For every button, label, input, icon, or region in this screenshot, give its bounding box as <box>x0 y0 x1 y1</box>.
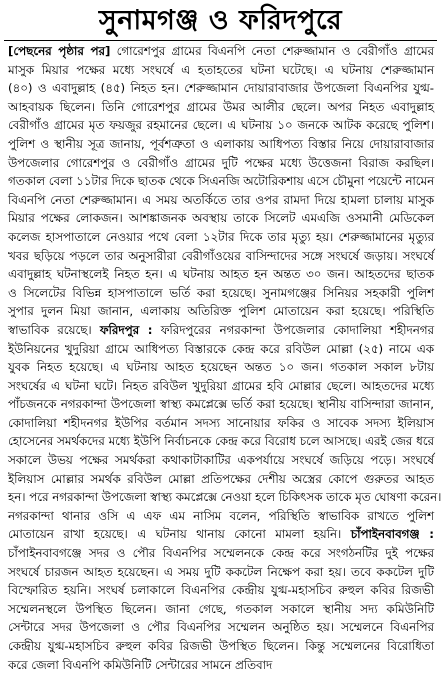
article-line <box>8 395 434 414</box>
article-line <box>8 284 434 303</box>
article-line <box>8 135 434 154</box>
article-line <box>8 116 434 135</box>
text-segment: ইউনিয়নের খুদুরিয়া গ্রামে আধিপত্য বিস্তারকে কেন্দ্র করে রবিউল মোল্লা (২৫) নামে এক <box>8 341 434 356</box>
text-segment: নগরকান্দা থানার ওসি এ এফ এম নাসিম বলেন, পরিস্থিতি স্বাভাবিক রাখতে পুলিশ <box>8 508 434 523</box>
text-segment: কোদালিয়া শহীদনগর ইউপির বর্তমান সদস্য সানোয়ার ফকির ও সাবেক সদস্য ইলিয়াস <box>8 415 434 430</box>
article-line <box>8 563 434 582</box>
article-line <box>8 432 434 451</box>
text-segment: চাঁপাইনবাবগঞ্জে সদর ও পৌর বিএনপির সম্মেলনকে কেন্দ্র করে সংগঠনটির দুই পক্ষের <box>8 546 434 561</box>
article-line <box>8 358 434 377</box>
text-segment: কলেজ হাসপাতালে নেওয়ার পথে বেলা ১২টার দিকে তার মৃত্যু হয়। শেরুজ্জামানের মৃত্যুর <box>8 229 434 244</box>
text-segment: পাঁচজনকে নগরকান্দা উপজেলা স্বাস্থ্য কমপ্লেক্সে ভর্তি করা হয়েছে। স্থানীয় বাসিন্দারা জানান, <box>8 397 434 412</box>
article-line <box>8 321 434 340</box>
article-line <box>8 600 434 619</box>
text-segment: বেরীগাঁও গ্রামের মৃত ফয়জুর রহমানের ছেলে। এ ঘটনায় ১০ জনকে আটক করেছে পুলিশ। <box>8 118 434 133</box>
text-segment: আহবায়ক ছিলেন। তিনি গোরেশপুর গ্রামের উমর আলীর ছেলে। অপর নিহত এবাদুল্লাহ <box>8 99 434 114</box>
article-line <box>8 525 434 544</box>
article-line <box>8 637 434 656</box>
article-line <box>8 544 434 563</box>
article-line <box>8 209 434 228</box>
article-line <box>8 172 434 191</box>
text-segment: গতকাল বেলা ১১টার দিকে ছাতক থেকে সিএনজি অটোরিকশায় এসে চৌমুনা পয়েন্টে নামেন <box>8 174 435 189</box>
text-segment: উপজেলার গোরেশপুর ও বেরীগাঁও গ্রামের দুটি পক্ষের মধ্যে উত্তেজনা বিরাজ করছিল। <box>8 155 434 170</box>
text-segment: ও সিলেটের বিভিন্ন হাসপাতালে ভর্তি করা হয়েছে। সুনামগঞ্জের সিনিয়র সহকারী পুলিশ <box>8 285 434 300</box>
article-line <box>8 265 434 284</box>
text-segment: সেন্টারে সদর উপজেলা ও পৌর বিএনপির সম্মেলন অনুষ্ঠিত হয়। সম্মেলনে বিএনপির <box>8 620 434 635</box>
article-line <box>8 656 434 674</box>
headline-divider <box>4 40 437 41</box>
text-segment: বিস্ফোরিত হয়নি। সংঘর্ষ চলাকালে বিএনপির কেন্দ্রীয় যুগ্ম-মহাসচিব রুহুল কবির রিজভী <box>8 583 434 598</box>
text-segment: সকালে উভয় পক্ষের সমর্থকরা কথাকাটাকাটির একপর্যায়ে সংঘর্ষে জড়িয়ে পড়ে। সংঘর্ষে <box>8 453 434 468</box>
article-body <box>8 42 441 672</box>
text-segment: গোরেশপুর গ্রামের বিএনপি নেতা শেরুজ্জামান ও বেরীগাঁও গ্রামের <box>110 44 434 58</box>
article-line <box>8 154 434 173</box>
text-segment: কেন্দ্রীয় যুগ্ম-মহাসচিব রুহুল কবির রিজভী উপস্থিত ছিলেন। কিন্তু সম্মেলনের বিরোধিতা <box>8 639 434 653</box>
article-line <box>8 98 434 117</box>
article-line <box>8 507 434 526</box>
bold-segment: [পেছনের পৃষ্ঠার পর] <box>8 44 111 58</box>
article-line <box>8 581 434 600</box>
article-line <box>8 228 434 247</box>
article-line <box>8 414 434 433</box>
text-segment: ফরিদপুরের নগরকান্দা উপজেলার কোদালিয়া শহীদনগর <box>152 322 434 337</box>
article-line <box>8 340 434 359</box>
text-segment: মিয়ার পক্ষের লোকজন। আশঙ্কাজনক অবস্থায় তাকে সিলেট এমএজি ওসমানী মেডিকেল <box>8 211 434 226</box>
text-segment: স্বাভাবিক রয়েছে। <box>8 322 100 337</box>
text-segment: মোতায়েন রাখা হয়েছে। এ ঘটনায় থানায় কোনো মামলা হয়নি। <box>8 527 351 542</box>
article-line <box>8 451 434 470</box>
text-segment: যুবক নিহত হয়েছে। এ ঘটনায় আহত হয়েছেন অন্তত ১০ জন। গতকাল সকাল ৮টায় <box>8 360 434 375</box>
text-segment: সংঘর্ষে চারজন আহত হয়েছেন। এ সময় দুটি ককটেল নিক্ষেপ করা হয়। তবে ককটেল দুটি <box>8 564 434 579</box>
article-line <box>8 61 434 80</box>
text-segment: সুপার দুলন মিয়া জানান, এলাকায় অতিরিক্ত পুলিশ মোতায়েন করা হয়েছে। পরিস্থিতি <box>8 304 434 319</box>
article-line <box>8 191 434 210</box>
text-segment: মাসুক মিয়ার পক্ষের মধ্যে সংঘর্ষে এ হতাহতের ঘটনা ঘটেছে। এ ঘটনায় শেরুজ্জামান <box>8 62 434 77</box>
article-line <box>8 302 434 321</box>
bold-segment: চাঁপাইনবাবগঞ্জ : <box>350 527 434 542</box>
text-segment: এবাদুল্লাহ ঘটনাস্থলেই নিহত হন। এ ঘটনায় আহত হন অন্তত ৩০ জন। আহতদের ছাতক <box>8 267 434 282</box>
text-segment: পুলিশ ও স্থানীয় সূত্র জানায়, পূর্বশত্রুতা ও এলাকায় আধিপত্য বিস্তার নিয়ে দোয়ারাবাজার <box>8 136 434 151</box>
text-segment: সম্মেলনস্থলে উপস্থিত ছিলেন। জানা গেছে, গতকাল সকালে স্থানীয় সদ্য কমিউনিটি <box>8 601 434 616</box>
article-line <box>8 79 434 98</box>
bold-segment: ফরিদপুর : <box>99 322 153 337</box>
article-line <box>8 377 434 396</box>
text-segment: হন। পরে নগরকান্দা উপজেলা স্বাস্থ্য কমপ্লেক্সে নেওয়া হলে চিকিৎসক তাকে মৃত ঘোষণা করেন। <box>8 490 441 505</box>
article-line <box>8 470 434 489</box>
article-line <box>8 618 434 637</box>
text-segment: হোসেনের সমর্থকদের মধ্যে ইউপি নির্বাচনকে কেন্দ্র করে বিরোধ চলে আসছে। এরই জের ধরে <box>8 434 434 449</box>
article-line <box>8 247 434 266</box>
text-segment: করে জেলা বিএনপি কমিউনিটি সেন্টারের সামনে প্রতিবাদ <box>8 657 273 672</box>
text-segment: বিএনপি নেতা শেরুজ্জামান। এ সময় অতর্কিতে তার ওপর রামদা দিয়ে হামলা চালায় মাসুক <box>8 192 434 207</box>
article-headline: সুনামগঞ্জ ও ফরিদপুরে <box>98 5 343 36</box>
text-segment: সংঘর্ষের এ ঘটনা ঘটে। নিহত রবিউল খুদুরিয়া গ্রামের হবি মোল্লার ছেলে। আহতদের মধ্যে <box>8 378 434 393</box>
text-segment: খবর ছড়িয়ে পড়লে তার অনুসারীরা বেরীগাঁওয়ের বাসিন্দাদের সঙ্গে সংঘর্ষে জড়ায়। সংঘর্ষে <box>8 248 434 263</box>
article-line <box>8 488 441 507</box>
text-segment: (৪০) ও এবাদুল্লাহ (৪৫) নিহত হন। শেরুজ্জামান দোয়ারাবাজার উপজেলা বিএনপির যুগ্ম- <box>8 81 434 96</box>
text-segment: ইলিয়াস মোল্লার সমর্থক রবিউল মোল্লা প্রতিপক্ষের দেশীয় অস্ত্রের কোপে গুরুতর আহত <box>8 471 434 486</box>
article-line <box>8 42 434 61</box>
